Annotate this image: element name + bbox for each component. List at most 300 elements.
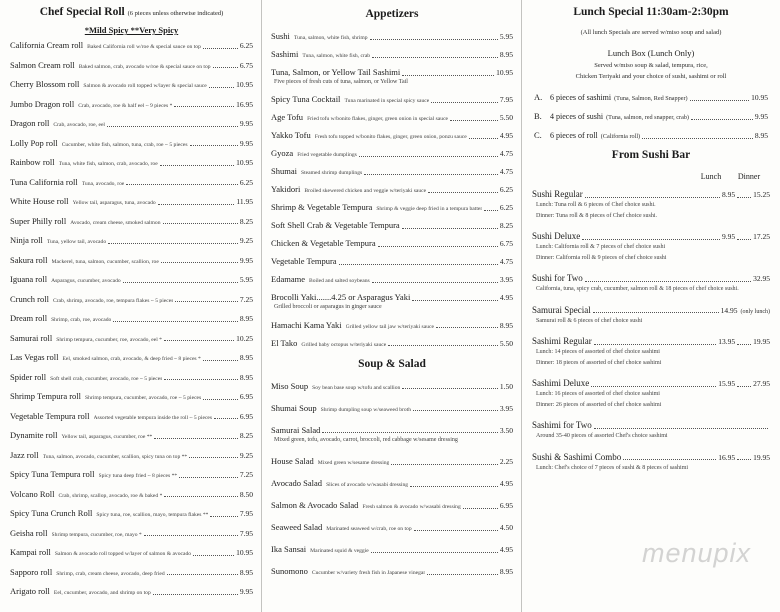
sushi-bar-item-name: Sashimi Deluxe xyxy=(532,378,590,389)
sushi-bar-item xyxy=(532,231,770,262)
item-name: Cherry Blossom roll xyxy=(10,79,80,90)
item-desc: Tuna, yellow tail, avocado xyxy=(46,239,107,246)
menu-item xyxy=(10,274,253,284)
sushi-bar-item-name: Sushi Regular xyxy=(532,189,583,200)
menu-item xyxy=(10,177,253,187)
sushi-bar-item-line xyxy=(532,452,770,462)
sushi-bar-item-name: Sushi & Sashimi Combo xyxy=(532,451,622,462)
item-name: Gyoza xyxy=(271,148,294,159)
sushi-bar-item xyxy=(532,189,770,220)
item-name: Chicken & Vegetable Tempura xyxy=(271,238,376,249)
item-price: 6.25 xyxy=(499,185,513,195)
item-desc: Salmon & avocado roll topped w/layer of salmon & avocado xyxy=(54,551,192,558)
sushi-bar-item-line xyxy=(532,336,770,346)
menu-item-line xyxy=(271,456,513,466)
dot-leader xyxy=(214,418,238,419)
item-name: Las Vegas roll xyxy=(10,352,59,363)
dot-leader xyxy=(113,321,238,322)
item-price: 8.25 xyxy=(499,221,513,231)
dot-leader xyxy=(402,228,498,229)
item-name: Tuna, Salmon, or Yellow Tail Sashimi xyxy=(271,67,401,78)
menu-item xyxy=(271,67,513,86)
item-price: 4.95 xyxy=(499,131,513,141)
item-name: Seaweed Salad xyxy=(271,522,323,532)
item-price: 8.95 xyxy=(239,314,253,324)
menu-item xyxy=(271,425,513,444)
item-price: 3.95 xyxy=(499,275,513,285)
item-price: 10.95 xyxy=(496,68,513,78)
lunch-price: 16.95 xyxy=(718,452,736,462)
menu-item xyxy=(10,235,253,245)
item-price: 9.25 xyxy=(239,236,253,246)
dot-leader xyxy=(322,432,498,433)
menu-item xyxy=(271,500,513,510)
item-desc: Soft shell crab, cucumber, avocado, roe ~ 5 pieces xyxy=(50,375,163,382)
item-name: Salmon Cream roll xyxy=(10,59,75,70)
item-name: Edamame xyxy=(271,274,305,285)
item-name: Yakko Tofu xyxy=(271,130,311,141)
chef-special-column xyxy=(10,0,253,612)
menu-item xyxy=(10,138,253,148)
item-price: 16.95 xyxy=(236,99,253,109)
menu-item xyxy=(10,430,253,440)
item-price: 7.25 xyxy=(239,294,253,304)
menu-item xyxy=(271,381,513,391)
lunch-option xyxy=(534,111,768,121)
item-desc: Steamed shrimp dumplings xyxy=(300,170,363,177)
item-name: Iguana roll xyxy=(10,274,48,285)
sushi-bar-item-name: Sushi Deluxe xyxy=(532,231,581,242)
item-price: 4.95 xyxy=(499,479,513,488)
menu-item xyxy=(271,320,513,330)
item-desc: Fresh salmon & avocado w/wasabi dressing xyxy=(362,504,461,510)
dot-leader xyxy=(642,138,753,139)
item-price: 7.95 xyxy=(499,95,513,105)
item-name: Samurai roll xyxy=(10,332,53,343)
sushi-bar-item-desc: Around 35-40 pieces of assorted Chef's choice sashimi xyxy=(536,433,668,440)
item-name: Crunch roll xyxy=(10,293,49,304)
item-price: 4.50 xyxy=(499,523,513,532)
item-desc: Shrimp, crab, cream cheese, avocado, deep fried xyxy=(56,570,165,577)
item-desc: Shrimp tempura, cucumber, roe, mayo * xyxy=(51,531,142,538)
menu-item xyxy=(10,372,253,382)
sushi-bar-item-desc: Lunch: Tuna roll & 6 pieces of Chef choice sushi. xyxy=(536,202,656,209)
sushi-bar-items xyxy=(530,189,772,472)
item-price: 6.25 xyxy=(239,177,253,187)
dot-leader xyxy=(585,197,720,198)
item-desc: Spicy tuna, roe, scallion, mayo, tempura flakes ** xyxy=(96,512,209,519)
column-divider xyxy=(261,0,262,612)
menu-item xyxy=(10,99,253,109)
appetizers-items xyxy=(271,31,513,347)
menu-item-line xyxy=(271,238,513,248)
dot-leader xyxy=(372,282,498,283)
option-text: 6 pieces of sashimi xyxy=(550,93,612,103)
item-desc: Asparagus, cucumber, avocado xyxy=(51,278,121,285)
menu-item xyxy=(10,333,253,343)
item-name: Dream roll xyxy=(10,313,48,324)
dot-leader xyxy=(203,48,238,49)
item-name: Yakidori xyxy=(271,184,301,195)
option-price: 10.95 xyxy=(751,93,768,103)
item-price: 6.75 xyxy=(239,60,253,70)
sushi-bar-item-line xyxy=(532,273,770,283)
price-column-header-dinner: Dinner xyxy=(737,172,761,182)
item-price: 9.95 xyxy=(239,255,253,265)
item-price: 8.95 xyxy=(239,372,253,382)
lunch-box-desc-line: Chicken Teriyaki and your choice of sushi, sashimi or roll xyxy=(575,73,727,81)
dot-leader xyxy=(623,459,716,460)
sushi-bar-item-line xyxy=(532,189,770,199)
menu-item-line xyxy=(271,184,513,194)
menu-item-line xyxy=(271,148,513,158)
dot-leader xyxy=(164,379,237,380)
item-price: 9.25 xyxy=(239,450,253,460)
dot-leader xyxy=(737,239,751,240)
menu-item-line xyxy=(271,381,513,391)
item-desc: Crab, shrimp, scallop, avocado, roe & baked * xyxy=(58,492,163,499)
dot-leader xyxy=(388,345,498,346)
menu-item xyxy=(271,238,513,248)
menu-item-line xyxy=(271,166,513,176)
dot-leader xyxy=(193,555,234,556)
item-desc: Crab, avocado, roe, eel xyxy=(53,122,105,129)
item-name: El Tako xyxy=(271,337,298,348)
option-letter: C. xyxy=(534,130,542,141)
item-price: 9.95 xyxy=(239,119,253,129)
item-desc: Tuna, salmon, white fish, shrimp xyxy=(293,35,368,42)
lunch-option xyxy=(534,130,768,140)
menu-item xyxy=(10,450,253,460)
item-price: 10.25 xyxy=(236,333,253,343)
item-desc: Tuna marinated in special spicy sauce xyxy=(344,98,430,105)
item-desc: Grilled yellow tail jaw w/teriyaki sauce xyxy=(345,323,434,330)
lunch-special-title: Lunch Special 11:30am-2:30pm xyxy=(573,6,729,18)
item-name: Super Philly roll xyxy=(10,215,67,226)
item-name: Shumai xyxy=(271,166,297,177)
item-name: Sashimi xyxy=(271,49,299,60)
lunch-price: 8.95 xyxy=(722,190,736,200)
dot-leader xyxy=(339,264,498,265)
item-name: Tuna California roll xyxy=(10,176,78,187)
dot-leader xyxy=(179,477,238,478)
dot-leader xyxy=(585,281,751,282)
menu-item-line xyxy=(271,522,513,532)
dot-leader xyxy=(209,87,234,88)
dot-leader xyxy=(594,428,768,429)
menu-item xyxy=(10,216,253,226)
menu-item xyxy=(10,196,253,206)
item-desc: Grilled baby octopus w/teriyaki sauce xyxy=(301,341,387,348)
dot-leader xyxy=(412,300,498,301)
item-name: Brocolli Yaki.......4.25 or Asparagus Yaki xyxy=(271,292,411,303)
menu-item xyxy=(271,256,513,266)
dot-leader xyxy=(391,464,498,465)
dot-leader xyxy=(126,184,238,185)
sushi-bar-title: From Sushi Bar xyxy=(611,149,691,162)
chef-special-items xyxy=(10,40,253,596)
middle-column xyxy=(271,0,513,612)
dot-leader xyxy=(154,438,238,439)
menu-item-line xyxy=(271,256,513,266)
dot-leader xyxy=(691,119,753,120)
item-name: Age Tofu xyxy=(271,112,304,123)
item-name: Vegetable Tempura roll xyxy=(10,410,90,421)
item-price: 7.95 xyxy=(239,509,253,519)
menu-item xyxy=(10,294,253,304)
item-name: California Cream roll xyxy=(10,40,84,51)
sushi-bar-item-desc: Lunch: Chef's choice of 7 pieces of sushi & 8 pieces of sashimi xyxy=(536,464,689,471)
sushi-bar-item-line xyxy=(532,378,770,388)
menu-item xyxy=(271,166,513,176)
item-desc: Baked salmon, crab, avocado w/roe & special sauce on top xyxy=(78,63,211,70)
item-desc: Tuna, salmon, white fish, crab xyxy=(302,53,371,60)
item-desc: Avocado, cream cheese, smoked salmon xyxy=(70,219,161,226)
dot-leader xyxy=(737,386,751,387)
item-price: 8.50 xyxy=(239,489,253,499)
dot-leader xyxy=(213,67,238,68)
item-price: 3.95 xyxy=(499,403,513,413)
dot-leader xyxy=(189,457,238,458)
item-price: 8.25 xyxy=(239,216,253,226)
menu-item xyxy=(10,79,253,89)
dot-leader xyxy=(427,574,498,575)
option-paren: (Tuna, salmon, red snapper, crab) xyxy=(606,114,689,122)
menu-item xyxy=(271,49,513,59)
item-desc: Assorted vegetable tempura inside the roll ~ 5 pieces xyxy=(93,414,213,421)
chef-special-title xyxy=(10,6,253,19)
dot-leader xyxy=(107,126,238,127)
dot-leader xyxy=(203,399,238,400)
item-price: 10.95 xyxy=(236,158,253,168)
dot-leader xyxy=(210,516,237,517)
item-price: 8.95 xyxy=(239,353,253,363)
item-name: Salmon & Avocado Salad xyxy=(271,500,359,510)
item-desc: Tuna, salmon, avocado, cucumber, scallion, spicy tuna on top ** xyxy=(42,453,188,460)
item-name: Avocado Salad xyxy=(271,478,323,488)
item-price: 4.75 xyxy=(499,167,513,177)
item-name: White House roll xyxy=(10,196,69,207)
item-price: 5.95 xyxy=(499,32,513,42)
sushi-bar-item-desc: Samurai roll & 6 pieces of chef choice sushi xyxy=(536,317,643,324)
item-price: 6.95 xyxy=(239,411,253,421)
dinner-price: 19.95 xyxy=(753,452,770,462)
item-price: 9.95 xyxy=(239,138,253,148)
sushi-bar-item xyxy=(532,452,770,473)
item-desc: Cucumber, white fish, salmon, tuna, crab, roe ~ 5 pieces xyxy=(61,141,188,148)
menu-item xyxy=(271,522,513,532)
dot-leader xyxy=(690,100,750,101)
soup-salad-section xyxy=(271,358,513,576)
dot-leader xyxy=(593,312,719,313)
menu-item xyxy=(271,112,513,122)
price-column-header-lunch: Lunch xyxy=(700,172,722,182)
option-text: 6 pieces of roll xyxy=(550,131,598,141)
menu-item-line xyxy=(271,112,513,122)
item-name: Dragon roll xyxy=(10,118,50,129)
menu-item xyxy=(271,202,513,212)
item-desc: Shrimp tempura, cucumber, avocado, roe ~ 5 pieces xyxy=(85,395,202,402)
item-price: 7.95 xyxy=(239,528,253,538)
menu-item-line xyxy=(271,566,513,576)
lunch-price: 13.95 xyxy=(718,337,736,347)
menu-item xyxy=(271,292,513,311)
item-name: Spicy Tuna Crunch Roll xyxy=(10,508,93,519)
dinner-price: 14.95 xyxy=(720,305,738,315)
dot-leader xyxy=(203,360,238,361)
dot-leader xyxy=(431,102,498,103)
item-price: 8.95 xyxy=(499,50,513,60)
dinner-price: 15.25 xyxy=(753,190,770,200)
item-price: 8.95 xyxy=(499,320,513,330)
dot-leader xyxy=(144,535,238,536)
item-desc: Slices of avocado w/wasabi dressing xyxy=(326,482,409,488)
menu-item xyxy=(271,566,513,576)
menu-item-line xyxy=(271,478,513,488)
item-desc: Spicy tuna deep fried ~ 8 pieces ** xyxy=(98,473,178,480)
sushi-bar-item-name: Sashimi for Two xyxy=(532,420,592,431)
item-name: Lolly Pop roll xyxy=(10,137,58,148)
item-desc: Shrimp, crab, roe, avocado xyxy=(51,317,112,324)
dot-leader xyxy=(167,574,238,575)
dot-leader xyxy=(402,388,498,389)
dot-leader xyxy=(164,496,237,497)
dot-leader xyxy=(410,486,498,487)
dot-leader xyxy=(164,340,234,341)
menu-item xyxy=(271,274,513,284)
column-divider xyxy=(521,0,522,612)
dinner-price: 19.95 xyxy=(753,337,770,347)
dot-leader xyxy=(158,204,235,205)
sushi-bar-item-desc: Lunch: California roll & 7 pieces of chef choice sushi xyxy=(536,244,666,251)
dot-leader xyxy=(469,138,498,139)
menu-item xyxy=(10,391,253,401)
item-price: 7.25 xyxy=(239,470,253,480)
menu-item xyxy=(271,403,513,413)
item-name: Spicy Tuna Cocktail xyxy=(271,94,341,105)
item-price: 9.95 xyxy=(239,587,253,597)
item-desc: Shrimp dumpling soup w/seaweed broth xyxy=(320,406,412,413)
item-desc: Cucumber w/variety fresh fish in Japanese vinegar xyxy=(311,570,426,576)
dot-leader xyxy=(484,210,498,211)
menu-item xyxy=(271,478,513,488)
menu-item xyxy=(10,313,253,323)
item-desc: Baked California roll w/roe & special sauce on top xyxy=(87,44,201,51)
item-desc: Yellow tail, asparagus, cucumber, roe ** xyxy=(61,434,153,441)
dot-leader xyxy=(123,282,238,283)
item-name: Ninja roll xyxy=(10,235,43,246)
item-price: 6.25 xyxy=(239,41,253,51)
sushi-bar-item xyxy=(532,336,770,367)
item-desc: Tuna, white fish, salmon, crab, avocado, roe xyxy=(58,161,158,168)
item-name: Shrimp & Vegetable Tempura xyxy=(271,202,373,213)
lunch-box-options xyxy=(530,92,772,140)
dot-leader xyxy=(737,459,751,460)
dot-leader xyxy=(450,120,498,121)
menu-item-line xyxy=(271,130,513,140)
item-name: Spicy Tuna Tempura roll xyxy=(10,469,95,480)
chef-special-title-note: (6 pieces unless otherwise indicated) xyxy=(127,10,224,17)
item-name: Sushi xyxy=(271,31,290,42)
item-price: 8.25 xyxy=(239,431,253,441)
sushi-bar-item-desc: Dinner: 18 pieces of assorted of chef choice sashimi xyxy=(536,359,662,366)
sushi-bar-item-name: Sashimi Regular xyxy=(532,336,592,347)
dot-leader xyxy=(108,243,238,244)
dot-leader xyxy=(436,327,498,328)
menu-item xyxy=(10,586,253,596)
item-price: 4.95 xyxy=(499,545,513,554)
menu-item-line xyxy=(271,31,513,41)
menu-item-line xyxy=(271,320,513,330)
item-sub-desc: Grilled broccoli or asparagus in ginger sauce xyxy=(274,304,382,311)
sushi-bar-item xyxy=(532,420,770,441)
dot-leader xyxy=(174,106,234,107)
sushi-bar-item-line xyxy=(532,231,770,241)
dot-leader xyxy=(737,197,751,198)
item-name: Rainbow roll xyxy=(10,157,55,168)
menu-item xyxy=(10,118,253,128)
dot-leader xyxy=(359,156,498,157)
menu-item-line xyxy=(271,403,513,413)
item-name: Sapporo roll xyxy=(10,566,53,577)
menu-item xyxy=(10,40,253,50)
sushi-bar-item-name: Sushi for Two xyxy=(532,273,583,284)
item-price: 4.75 xyxy=(499,257,513,267)
menu-item-line xyxy=(271,274,513,284)
item-name: Shumai Soup xyxy=(271,402,317,413)
menu-item-line xyxy=(271,202,513,212)
menu-item xyxy=(271,220,513,230)
dot-leader xyxy=(428,192,498,193)
item-name: Dynamite roll xyxy=(10,430,58,441)
appetizers-title: Appetizers xyxy=(365,8,419,20)
option-price: 8.95 xyxy=(754,131,768,141)
soup-salad-title: Soup & Salad xyxy=(358,357,426,370)
item-price: 4.75 xyxy=(499,149,513,159)
item-price: 10.95 xyxy=(236,80,253,90)
item-name: House Salad xyxy=(271,456,314,466)
price-note: (only lunch) xyxy=(740,308,770,315)
menu-item xyxy=(10,157,253,167)
sushi-bar-item-desc: Dinner: 26 pieces of assorted of chef choice sashimi xyxy=(536,401,662,408)
item-name: Jumbo Dragon roll xyxy=(10,98,75,109)
item-name: Spider roll xyxy=(10,371,47,382)
item-desc: Salmon & avocado roll topped w/layer & special sauce xyxy=(83,83,207,90)
dot-leader xyxy=(582,239,720,240)
item-desc: Broiled skewered chicken and veggie w/teriyaki sauce xyxy=(304,188,427,195)
item-desc: Tuna, avocado, roe xyxy=(81,180,125,187)
dot-leader xyxy=(371,552,498,553)
menu-item-line xyxy=(271,425,513,435)
chef-special-title-text: Chef Special Roll xyxy=(39,6,125,18)
item-desc: Fresh tofu topped w/bonito flakes, ginger, green onion, ponzu sauce xyxy=(314,134,467,141)
menu-item xyxy=(10,60,253,70)
sushi-bar-item-desc: Dinner: California roll & 9 pieces of chef choice sushi xyxy=(536,254,667,261)
item-name: Jazz roll xyxy=(10,449,39,460)
option-paren: (Tuna, Salmon, Red Snapper) xyxy=(614,95,688,103)
menu-item-line xyxy=(271,292,513,302)
menu-item xyxy=(10,567,253,577)
item-desc: Shrimp & veggie deep fried in a tempura batter xyxy=(376,206,483,213)
item-price: 6.95 xyxy=(239,392,253,402)
item-name: Sakura roll xyxy=(10,254,48,265)
dot-leader xyxy=(463,508,498,509)
menu-item-line xyxy=(271,220,513,230)
menu-item-line xyxy=(271,544,513,554)
watermark: menupix xyxy=(642,538,752,568)
dinner-price: 17.25 xyxy=(753,232,770,242)
price-column-headers xyxy=(530,172,768,181)
